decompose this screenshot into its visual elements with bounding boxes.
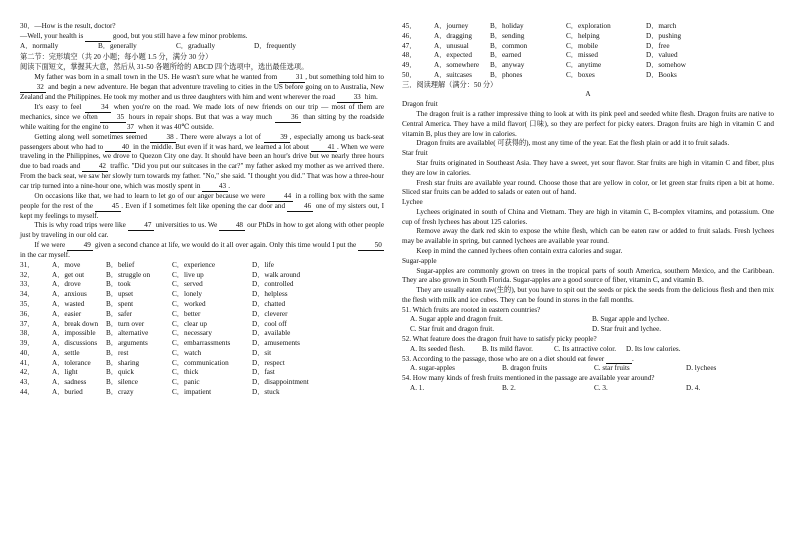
cloze-paragraph-5: This is why road trips were like 47 universities to us. We 48 our PhDs in how to get along with other people just by traveling in our old car. bbox=[20, 221, 385, 240]
question-52 bbox=[402, 335, 774, 355]
options-row-44: 44． A．buried B．crazy C．impatient D．stuck bbox=[20, 388, 280, 397]
cloze-passage bbox=[20, 73, 384, 261]
dragon-fruit-paragraph-1: The dragon fruit is a rather impressive thing to look at with its pink peel and seeded white flesh. Dragon fruits are native to Central America. They have a mild flavor( 口味), so they are perfect for picky eaters. Dragon fruits are high in vitamin C and vitamin B, plus they are low in calories. bbox=[402, 110, 774, 138]
q51-option-d[interactable]: D. Star fruit and lychee. bbox=[592, 325, 662, 334]
cloze-blank-37[interactable]: 37 bbox=[110, 124, 136, 133]
section2-instruction: 阅读下面短文，掌握其大意，然后从 31-50 各题所给的 ABCD 四个选项中，选出最佳选项。 bbox=[20, 63, 309, 72]
cloze-blank-48[interactable]: 48 bbox=[219, 222, 245, 231]
cloze-paragraph-4: On occasions like that, we had to learn to let go of our anger because we were 44 in a rolling box with the same people for the rest of the 45 . Even if I sometimes felt like opening the car door and 46 one of my sisters out, I kept my feelings to myself. bbox=[20, 191, 385, 220]
section2-title: 第二节：完形填空（共 20 小题；每小题 1.5 分，满分 30 分） bbox=[20, 53, 213, 62]
left-column bbox=[20, 22, 384, 398]
cloze-blank-32[interactable]: 32 bbox=[20, 84, 46, 93]
options-row-45: 45． A．journey B．holiday C．exploration D．march bbox=[402, 22, 677, 30]
q53-blank[interactable] bbox=[606, 356, 632, 365]
q52-options bbox=[402, 345, 774, 355]
options-row-40: 40． A．settle B．rest C．watch D．sit bbox=[20, 348, 272, 357]
q53-option-d[interactable]: D. lychees bbox=[686, 364, 717, 373]
cloze-blank-43[interactable]: 43 bbox=[202, 183, 228, 192]
q54-options bbox=[402, 384, 774, 394]
q30-option-a[interactable]: A．normally bbox=[20, 41, 59, 50]
q53-option-c[interactable]: C. star fruits bbox=[594, 364, 630, 373]
options-row-34: 34． A．anxious B．upset C．lonely D．helpless bbox=[20, 290, 288, 299]
dragon-fruit-heading: Dragon fruit bbox=[402, 100, 438, 109]
q51-option-a[interactable]: A. Sugar apple and dragon fruit. bbox=[410, 315, 503, 324]
cloze-blank-40[interactable]: 40 bbox=[105, 144, 131, 153]
star-fruit-paragraph-2: Fresh star fruits are available year round. Choose those that are yellow in color, or let green star fruits ripen a bit at home. Sliced star fruits can be added to salads or eaten out of hand. bbox=[402, 178, 774, 197]
q54-stem: 54. How many kinds of fresh fruits mentioned in the passage are available year around? bbox=[402, 374, 655, 383]
q51-stem: 51. Which fruits are rooted in eastern countries? bbox=[402, 305, 541, 314]
cloze-blank-35[interactable]: 35 bbox=[100, 114, 126, 123]
options-row-32: 32． A．get out B．struggle on C．live up D．walk around bbox=[20, 270, 301, 279]
passage-a bbox=[402, 100, 774, 305]
cloze-paragraph-2: It's easy to feel 34 when you're on the road. We made lots of new friends on our trip — most of them are mechanics, since we often 35 hours in repair shops. But that was a way much 36 than sitting by the roadside while waiting for the engine to 37 when it was 40℃ outside. bbox=[20, 102, 385, 131]
cloze-blank-39[interactable]: 39 bbox=[264, 134, 290, 143]
options-row-41: 41． A．tolerance B．sharing C．communication D．respect bbox=[20, 358, 285, 367]
options-row-31: 31． A．move B．belief C．experience D．life bbox=[20, 260, 274, 269]
options-row-42: 42． A．light B．quick C．thick D．fast bbox=[20, 368, 275, 377]
passage-a-label: A bbox=[585, 90, 591, 99]
q52-stem: 52. What feature does the dragon fruit have to satisfy picky people? bbox=[402, 335, 597, 343]
options-row-48: 48． A．expected B．earned C．missed D．valued bbox=[402, 51, 678, 60]
cloze-blank-46[interactable]: 46 bbox=[287, 203, 313, 212]
options-row-35: 35． A．wasted B．spent C．worked D．chatted bbox=[20, 299, 286, 308]
options-row-43: 43． A．sadness B．silence C．panic D．disappointment bbox=[20, 378, 309, 387]
q51-option-b[interactable]: B. Sugar apple and lychee. bbox=[592, 315, 670, 324]
q30-options bbox=[20, 42, 384, 52]
cloze-blank-44[interactable]: 44 bbox=[267, 193, 293, 202]
options-row-38: 38． A．impossible B．alternative C．necessary D．available bbox=[20, 329, 291, 338]
cloze-paragraph-6: If we were 49 given a second chance at life, we would do it all over again. Only this time would I put the 50 in the car myself. bbox=[20, 241, 384, 261]
options-row-39: 39． A．discussions B．arguments C．embarrassments D．amusements bbox=[20, 339, 300, 348]
options-row-36: 36． A．easier B．safer C．better D．cleverer bbox=[20, 309, 288, 318]
right-column bbox=[402, 22, 774, 394]
q30-option-b[interactable]: B．generally bbox=[98, 41, 137, 50]
cloze-blank-41[interactable]: 41 bbox=[311, 144, 337, 153]
q30-option-c[interactable]: C．gradually bbox=[176, 41, 216, 50]
cloze-paragraph-3: Getting along well sometimes seemed 38 . There were always a lot of 39 , especially among us back-seat passengers about who had to 40 in the middle. But even if it was hard, we learned a lot about 41 . When we were traveling in the Philippines, we drove to Quezon City one day. It should have been an hour's drive but we nearly three hours due to bad roads and 42 traffic. "Did you put our suitcases in the car?" my father asked my mother as we arrived there. From the back seat, we saw her slowly turn towards my father. "No," she said. "I thought you did." That was how a three-hour car trip turned into a nine-hour one, which was mostly spent in 43 . bbox=[20, 132, 385, 190]
q51-option-c[interactable]: C. Star fruit and dragon fruit. bbox=[410, 325, 495, 334]
star-fruit-heading: Star fruit bbox=[402, 149, 428, 158]
options-row-47: 47． A．unusual B．common C．mobile D．free bbox=[402, 41, 670, 50]
question-30 bbox=[20, 22, 384, 51]
sugar-apple-paragraph-2: They are usually eaten raw(生的), but you have to spit out the seeds or pick the seeds from the delicious flesh and then mix the flesh with milk and ice cubes. They can be found in stores in the fall months. bbox=[402, 286, 774, 304]
cloze-blank-42[interactable]: 42 bbox=[82, 163, 108, 172]
options-row-37: 37． A．break down B．turn over C．clear up D．cool off bbox=[20, 319, 287, 328]
q52-option-a[interactable]: A. Its seeded flesh. bbox=[410, 344, 465, 353]
q30-stem-line2: —Well, your health is good, but you still have a few minor problems. bbox=[20, 31, 248, 40]
options-row-50: 50． A．suitcases B．phones C．boxes D．Books bbox=[402, 70, 677, 79]
q52-option-b[interactable]: B. Its mild flavor. bbox=[482, 344, 533, 353]
section3-title: 三．阅读理解（满分：50 分） bbox=[402, 80, 498, 89]
lychee-paragraph-3: Keep in mind the canned lychees often contain extra calories and sugar. bbox=[416, 246, 623, 255]
q53-stem: 53. According to the passage, those who are on a diet should eat fewer . bbox=[402, 354, 634, 363]
q53-option-b[interactable]: B. dragon fruits bbox=[502, 364, 548, 373]
lychee-paragraph-2: Remove away the dark red skin to expose the white flesh, which can be eaten raw or added to fruit salads. Fresh lychees may be available in spring, but canned lychees are available year round. bbox=[402, 227, 774, 246]
q30-option-d[interactable]: D．frequently bbox=[254, 41, 296, 50]
q54-option-d[interactable]: D. 4. bbox=[686, 384, 701, 393]
options-row-33: 33． A．drove B．took C．served D．controlled bbox=[20, 280, 294, 289]
cloze-blank-45[interactable]: 45 bbox=[95, 203, 121, 212]
sugar-apple-paragraph-1: Sugar-apples are commonly grown on trees in the tropical parts of south America, southern Mexico, and the Caribbean. They are also grown in South Florida. Sugar-apples are a good source of fiber, vitamin C, and vitamin B. bbox=[402, 266, 774, 285]
cloze-blank-33[interactable]: 33 bbox=[337, 94, 363, 103]
star-fruit-paragraph-1: Star fruits originated in Southeast Asia. They have a sweet, yet sour flavor. Star fruits are high in vitamin C and fiber, plus they are low in calories. bbox=[402, 158, 774, 177]
q54-option-c[interactable]: C. 3. bbox=[594, 384, 608, 393]
q30-blank[interactable] bbox=[85, 33, 111, 42]
q53-option-a[interactable]: A. sugar-apples bbox=[410, 364, 455, 373]
cloze-blank-38[interactable]: 38 bbox=[150, 134, 176, 143]
q54-option-b[interactable]: B. 2. bbox=[502, 384, 516, 393]
question-54 bbox=[402, 374, 774, 394]
lychee-paragraph-1: Lychees originated in south of China and Vietnam. They are high in vitamin C, B-complex vitamins, and potassium. One cup of fresh lychees has about 125 calories. bbox=[402, 207, 774, 226]
q53-options bbox=[402, 364, 774, 374]
q54-option-a[interactable]: A. 1. bbox=[410, 384, 425, 393]
cloze-options-right bbox=[402, 22, 774, 81]
cloze-blank-36[interactable]: 36 bbox=[275, 114, 301, 123]
cloze-blank-50[interactable]: 50 bbox=[358, 242, 384, 251]
cloze-blank-47[interactable]: 47 bbox=[128, 222, 154, 231]
cloze-paragraph-1: My father was born in a small town in the US. He wasn't sure what he wanted from 31 , but something told him to 32 and begin a new adventure. He began that adventure traveling to cities in the US before going on to Australia, New Zealand and the Philippines. He took my mother and us three daughters with him and went wherever the road 33 him. bbox=[20, 73, 384, 101]
cloze-blank-49[interactable]: 49 bbox=[67, 242, 93, 251]
cloze-blank-31[interactable]: 31 bbox=[279, 74, 305, 83]
sugar-apple-heading: Sugar-apple bbox=[402, 256, 437, 265]
options-row-49: 49． A．somewhere B．anyway C．anytime D．somehow bbox=[402, 61, 686, 70]
q52-option-c[interactable]: C. Its attractive color. bbox=[554, 344, 617, 353]
lychee-heading: Lychee bbox=[402, 198, 423, 207]
question-53 bbox=[402, 355, 774, 375]
cloze-options-left bbox=[20, 261, 384, 398]
options-row-46: 46． A．dragging B．sending C．helping D．pushing bbox=[402, 31, 682, 40]
q52-option-d[interactable]: D. Its low calories. bbox=[626, 344, 681, 353]
q51-options bbox=[402, 315, 774, 335]
question-51 bbox=[402, 306, 774, 335]
cloze-blank-34[interactable]: 34 bbox=[85, 104, 111, 113]
dragon-fruit-paragraph-2: Dragon fruits are available( 可获得的), most any time of the year. Eat the flesh plain or add it to fruit salads. bbox=[416, 139, 730, 148]
q30-stem-line1: 30．—How is the result, doctor? bbox=[20, 22, 116, 30]
